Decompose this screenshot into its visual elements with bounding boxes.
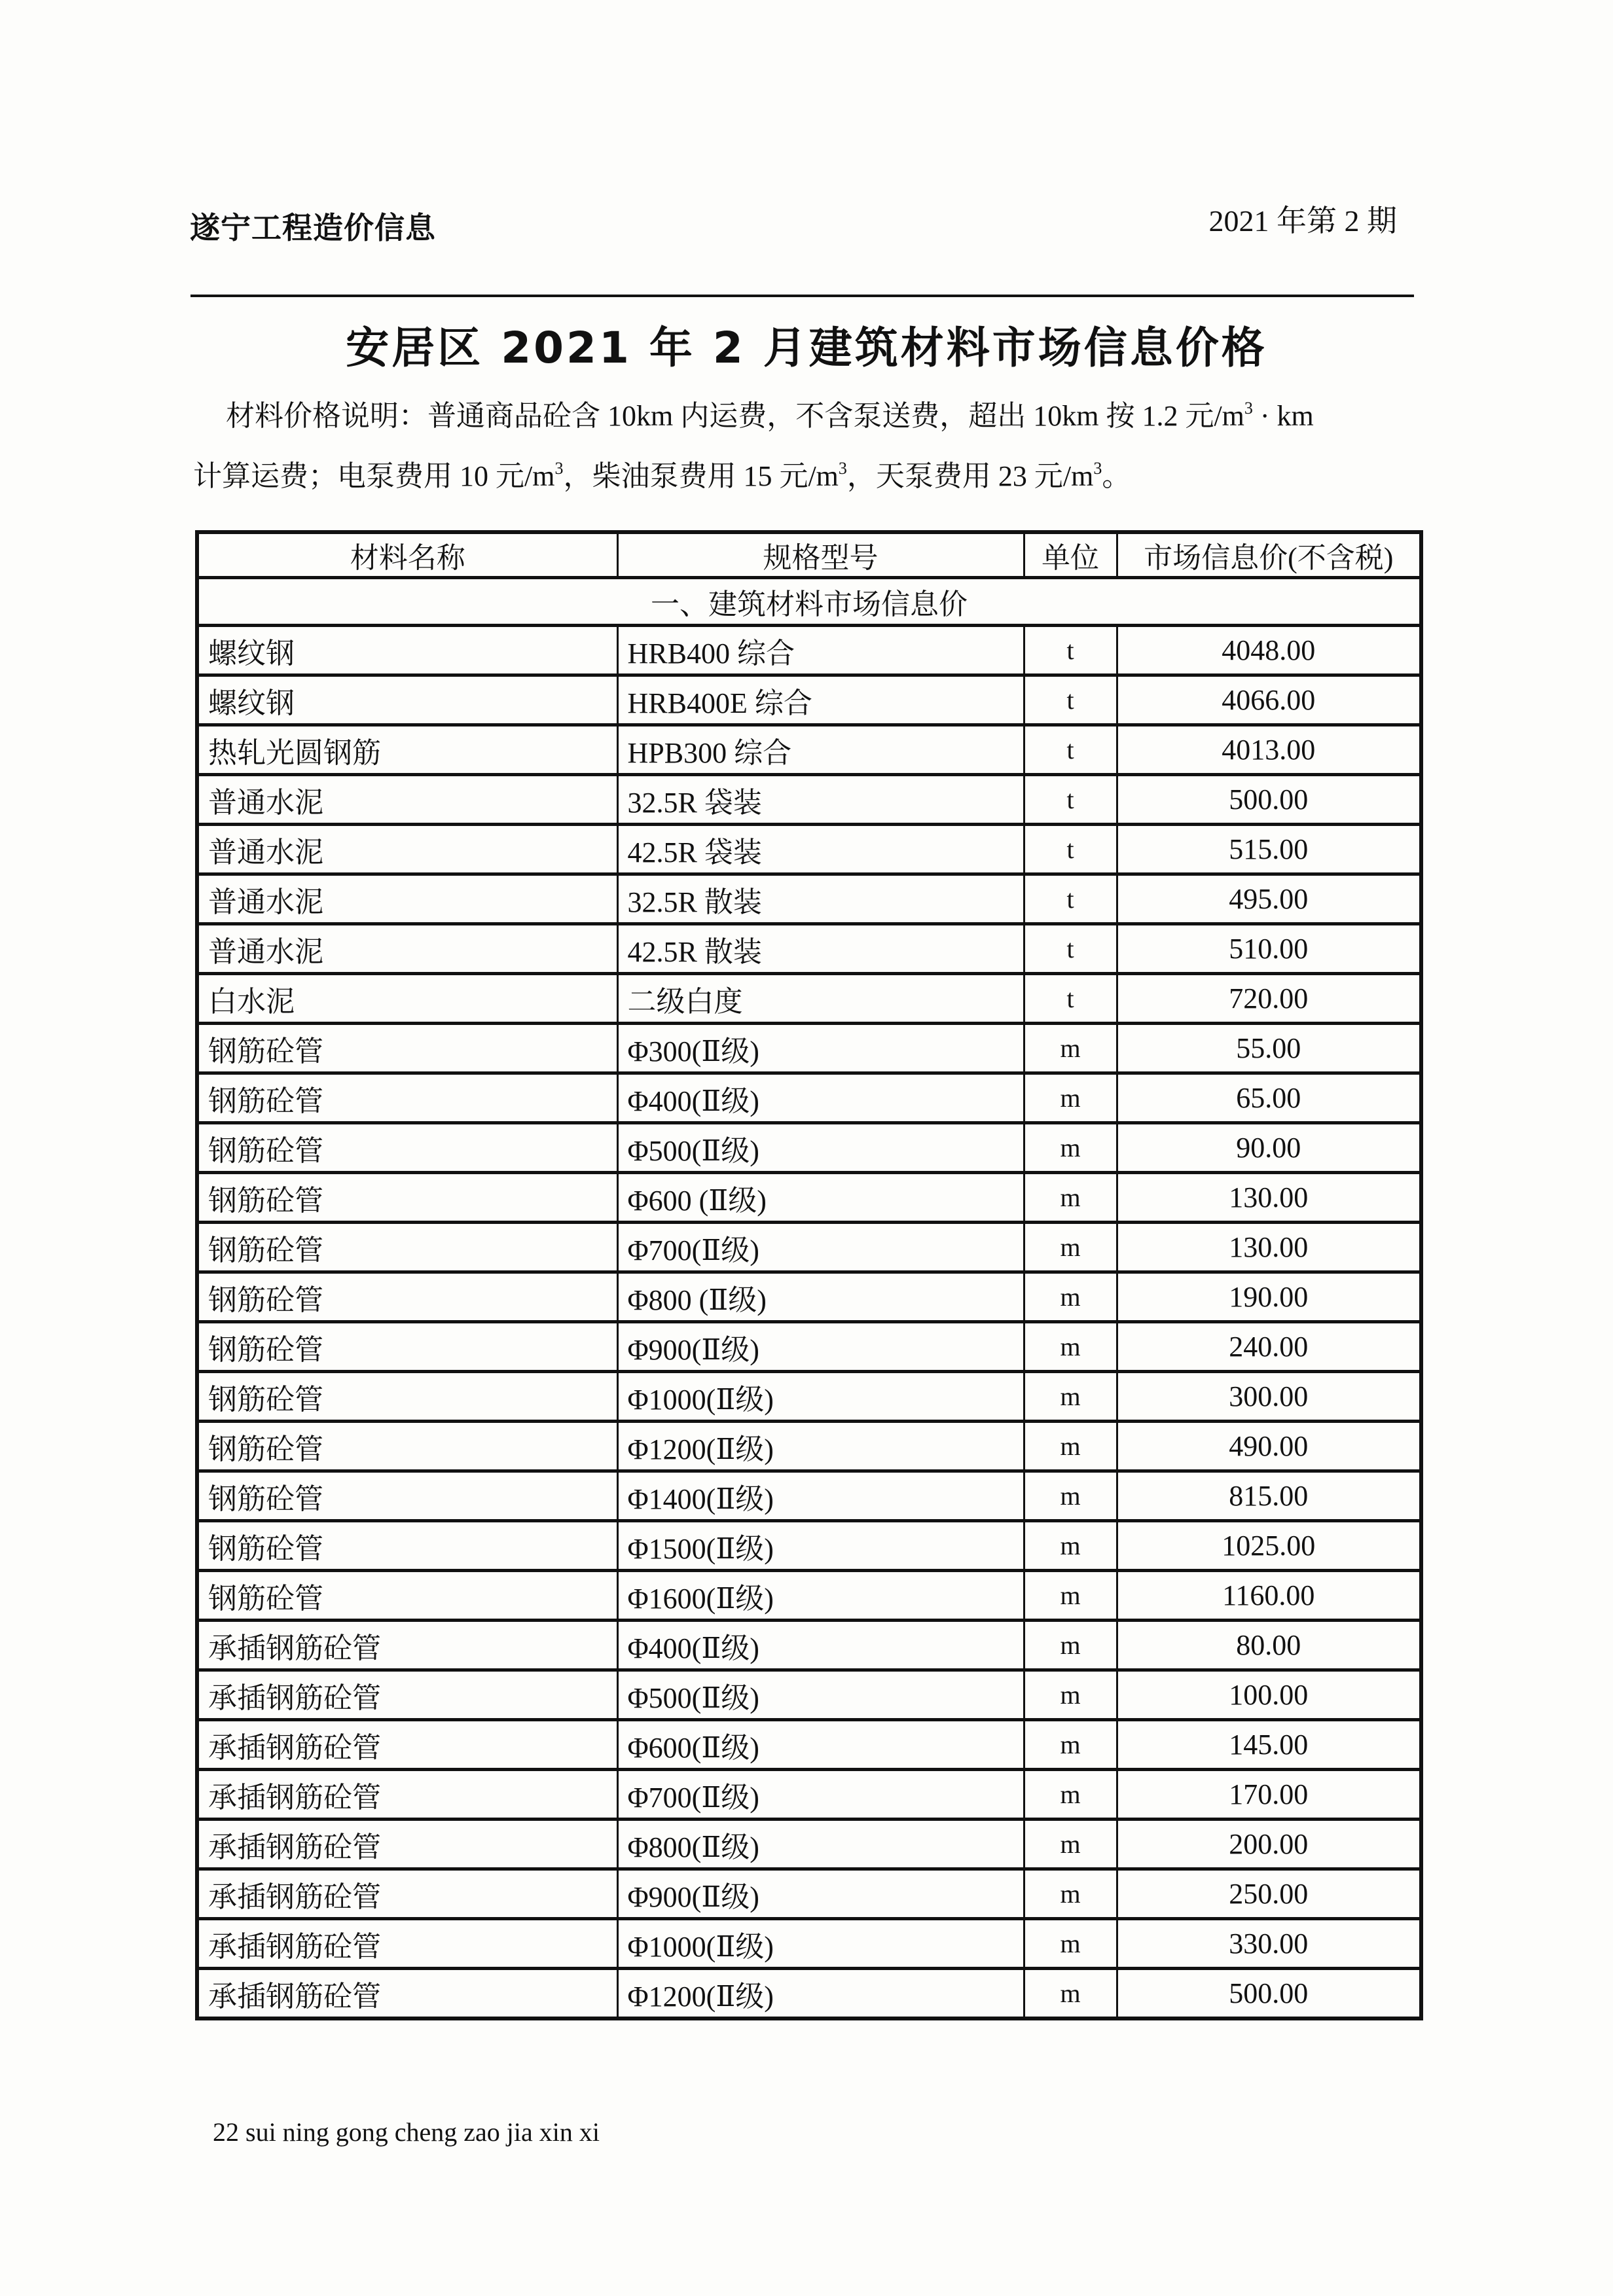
cell-price: 240.00 xyxy=(1117,1322,1421,1372)
section-title: 一、建筑材料市场信息价 xyxy=(197,578,1421,626)
table-row xyxy=(197,924,1421,974)
table-row xyxy=(197,1422,1421,1471)
cell-material-name: 普通水泥 xyxy=(197,874,617,924)
table-row xyxy=(197,1820,1421,1869)
cell-unit: m xyxy=(1024,1173,1117,1223)
cell-price: 300.00 xyxy=(1117,1372,1421,1422)
cell-material-name: 普通水泥 xyxy=(197,924,617,974)
cell-material-name: 钢筋砼管 xyxy=(197,1571,617,1621)
cell-price: 170.00 xyxy=(1117,1770,1421,1820)
cell-material-name: 承插钢筋砼管 xyxy=(197,1670,617,1720)
cell-spec: Φ1500(Ⅱ级) xyxy=(617,1521,1024,1571)
cell-material-name: 钢筋砼管 xyxy=(197,1123,617,1173)
price-note-line-2 xyxy=(193,458,1424,495)
table-row xyxy=(197,725,1421,775)
cell-spec: Φ700(Ⅱ级) xyxy=(617,1223,1024,1272)
cell-spec: 二级白度 xyxy=(617,974,1024,1024)
cell-spec: Φ1000(Ⅱ级) xyxy=(617,1919,1024,1969)
cell-spec: Φ1000(Ⅱ级) xyxy=(617,1372,1024,1422)
cell-price: 55.00 xyxy=(1117,1024,1421,1073)
table-row xyxy=(197,1073,1421,1123)
cell-price: 130.00 xyxy=(1117,1173,1421,1223)
table-row xyxy=(197,775,1421,825)
cell-spec: 42.5R 袋装 xyxy=(617,825,1024,874)
cell-unit: m xyxy=(1024,1073,1117,1123)
cell-unit: m xyxy=(1024,1024,1117,1073)
cell-spec: Φ400(Ⅱ级) xyxy=(617,1073,1024,1123)
cell-spec: Φ600(Ⅱ级) xyxy=(617,1720,1024,1770)
cell-price: 815.00 xyxy=(1117,1471,1421,1521)
cell-spec: Φ400(Ⅱ级) xyxy=(617,1621,1024,1670)
cell-material-name: 普通水泥 xyxy=(197,825,617,874)
cell-price: 4013.00 xyxy=(1117,725,1421,775)
cell-spec: Φ900(Ⅱ级) xyxy=(617,1869,1024,1919)
running-header-publication: 遂宁工程造价信息 xyxy=(190,210,436,245)
cell-unit: m xyxy=(1024,1869,1117,1919)
cell-material-name: 钢筋砼管 xyxy=(197,1422,617,1471)
cell-unit: m xyxy=(1024,1720,1117,1770)
cell-price: 65.00 xyxy=(1117,1073,1421,1123)
cell-unit: m xyxy=(1024,1969,1117,2019)
page-title: 安居区 2021 年 2 月建筑材料市场信息价格 xyxy=(346,323,1267,373)
cell-material-name: 承插钢筋砼管 xyxy=(197,1621,617,1670)
price-note-text: 材料价格说明：普通商品砼含 10km 内运费，不含泵送费，超出 10km 按 1.2 元/m xyxy=(226,400,1244,432)
cell-price: 100.00 xyxy=(1117,1670,1421,1720)
cell-material-name: 承插钢筋砼管 xyxy=(197,1820,617,1869)
price-note-text: ，柴油泵费用 15 元/m xyxy=(563,460,839,492)
header-material-name: 材料名称 xyxy=(197,532,617,578)
table-row xyxy=(197,1571,1421,1621)
cell-price: 80.00 xyxy=(1117,1621,1421,1670)
cell-spec: Φ900(Ⅱ级) xyxy=(617,1322,1024,1372)
cell-material-name: 钢筋砼管 xyxy=(197,1173,617,1223)
cell-price: 1025.00 xyxy=(1117,1521,1421,1571)
cell-material-name: 钢筋砼管 xyxy=(197,1372,617,1422)
header-spec: 规格型号 xyxy=(617,532,1024,578)
cell-unit: t xyxy=(1024,874,1117,924)
price-note-text: ，天泵费用 23 元/m xyxy=(846,460,1094,492)
cell-spec: 42.5R 散装 xyxy=(617,924,1024,974)
cell-material-name: 钢筋砼管 xyxy=(197,1024,617,1073)
cell-unit: m xyxy=(1024,1422,1117,1471)
price-table xyxy=(195,530,1423,2020)
cell-material-name: 螺纹钢 xyxy=(197,675,617,725)
cell-material-name: 钢筋砼管 xyxy=(197,1521,617,1571)
cell-price: 4048.00 xyxy=(1117,626,1421,675)
cell-unit: m xyxy=(1024,1372,1117,1422)
price-note-text: · km xyxy=(1252,400,1314,432)
cell-price: 130.00 xyxy=(1117,1223,1421,1272)
superscript: 3 xyxy=(1093,459,1102,478)
table-row xyxy=(197,1521,1421,1571)
table-row xyxy=(197,1123,1421,1173)
cell-material-name: 承插钢筋砼管 xyxy=(197,1869,617,1919)
cell-material-name: 承插钢筋砼管 xyxy=(197,1720,617,1770)
table-row xyxy=(197,1869,1421,1919)
cell-spec: HRB400E 综合 xyxy=(617,675,1024,725)
cell-price: 90.00 xyxy=(1117,1123,1421,1173)
cell-spec: Φ300(Ⅱ级) xyxy=(617,1024,1024,1073)
cell-unit: m xyxy=(1024,1322,1117,1372)
table-row xyxy=(197,1272,1421,1322)
table-row xyxy=(197,1969,1421,2019)
cell-spec: Φ500(Ⅱ级) xyxy=(617,1670,1024,1720)
table-row xyxy=(197,675,1421,725)
cell-price: 500.00 xyxy=(1117,1969,1421,2019)
cell-spec: HRB400 综合 xyxy=(617,626,1024,675)
cell-unit: t xyxy=(1024,825,1117,874)
cell-unit: m xyxy=(1024,1471,1117,1521)
cell-price: 500.00 xyxy=(1117,775,1421,825)
running-header-issue: 2021 年第 2 期 xyxy=(1208,204,1397,238)
cell-material-name: 热轧光圆钢筋 xyxy=(197,725,617,775)
cell-price: 515.00 xyxy=(1117,825,1421,874)
cell-spec: Φ1600(Ⅱ级) xyxy=(617,1571,1024,1621)
table-row xyxy=(197,1621,1421,1670)
cell-price: 330.00 xyxy=(1117,1919,1421,1969)
cell-material-name: 钢筋砼管 xyxy=(197,1073,617,1123)
cell-price: 250.00 xyxy=(1117,1869,1421,1919)
cell-spec: HPB300 综合 xyxy=(617,725,1024,775)
table-row xyxy=(197,1471,1421,1521)
cell-price: 1160.00 xyxy=(1117,1571,1421,1621)
header-rule xyxy=(190,295,1414,297)
cell-unit: m xyxy=(1024,1919,1117,1969)
cell-unit: m xyxy=(1024,1272,1117,1322)
table-row xyxy=(197,1372,1421,1422)
cell-material-name: 钢筋砼管 xyxy=(197,1471,617,1521)
price-note-text: 计算运费；电泵费用 10 元/m xyxy=(193,460,555,492)
cell-material-name: 白水泥 xyxy=(197,974,617,1024)
table-row xyxy=(197,1223,1421,1272)
cell-material-name: 承插钢筋砼管 xyxy=(197,1919,617,1969)
cell-unit: t xyxy=(1024,626,1117,675)
cell-unit: m xyxy=(1024,1770,1117,1820)
cell-price: 495.00 xyxy=(1117,874,1421,924)
section-row xyxy=(197,578,1421,626)
cell-price: 490.00 xyxy=(1117,1422,1421,1471)
cell-unit: m xyxy=(1024,1521,1117,1571)
cell-spec: Φ800 (Ⅱ级) xyxy=(617,1272,1024,1322)
cell-unit: m xyxy=(1024,1223,1117,1272)
cell-price: 4066.00 xyxy=(1117,675,1421,725)
cell-unit: t xyxy=(1024,775,1117,825)
cell-unit: m xyxy=(1024,1621,1117,1670)
header-unit: 单位 xyxy=(1024,532,1117,578)
price-note-line-1 xyxy=(193,398,1457,435)
cell-spec: Φ700(Ⅱ级) xyxy=(617,1770,1024,1820)
cell-unit: t xyxy=(1024,974,1117,1024)
superscript: 3 xyxy=(554,459,564,478)
table-row xyxy=(197,825,1421,874)
cell-unit: m xyxy=(1024,1571,1117,1621)
cell-price: 510.00 xyxy=(1117,924,1421,974)
cell-price: 200.00 xyxy=(1117,1820,1421,1869)
table-row xyxy=(197,974,1421,1024)
cell-spec: Φ1200(Ⅱ级) xyxy=(617,1422,1024,1471)
cell-material-name: 螺纹钢 xyxy=(197,626,617,675)
table-row xyxy=(197,1720,1421,1770)
table-row xyxy=(197,1919,1421,1969)
cell-material-name: 钢筋砼管 xyxy=(197,1223,617,1272)
cell-spec: Φ800(Ⅱ级) xyxy=(617,1820,1024,1869)
cell-spec: 32.5R 袋装 xyxy=(617,775,1024,825)
cell-price: 190.00 xyxy=(1117,1272,1421,1322)
cell-unit: m xyxy=(1024,1820,1117,1869)
cell-spec: Φ500(Ⅱ级) xyxy=(617,1123,1024,1173)
table-row xyxy=(197,1322,1421,1372)
cell-price: 720.00 xyxy=(1117,974,1421,1024)
cell-spec: Φ1200(Ⅱ级) xyxy=(617,1969,1024,2019)
price-note-text: 。 xyxy=(1102,460,1131,492)
cell-unit: t xyxy=(1024,675,1117,725)
table-row xyxy=(197,1173,1421,1223)
table-row xyxy=(197,874,1421,924)
cell-spec: Φ1400(Ⅱ级) xyxy=(617,1471,1024,1521)
cell-unit: t xyxy=(1024,924,1117,974)
header-price: 市场信息价(不含税) xyxy=(1117,532,1421,578)
cell-unit: t xyxy=(1024,725,1117,775)
cell-unit: m xyxy=(1024,1670,1117,1720)
superscript: 3 xyxy=(838,459,847,478)
cell-material-name: 承插钢筋砼管 xyxy=(197,1969,617,2019)
cell-material-name: 承插钢筋砼管 xyxy=(197,1770,617,1820)
page-footer: 22 sui ning gong cheng zao jia xin xi xyxy=(213,2117,600,2147)
cell-spec: Φ600 (Ⅱ级) xyxy=(617,1173,1024,1223)
cell-unit: m xyxy=(1024,1123,1117,1173)
cell-material-name: 钢筋砼管 xyxy=(197,1272,617,1322)
table-row xyxy=(197,1770,1421,1820)
table-row xyxy=(197,1670,1421,1720)
table-row xyxy=(197,626,1421,675)
table-header-row xyxy=(197,532,1421,578)
table-row xyxy=(197,1024,1421,1073)
cell-material-name: 普通水泥 xyxy=(197,775,617,825)
cell-spec: 32.5R 散装 xyxy=(617,874,1024,924)
cell-material-name: 钢筋砼管 xyxy=(197,1322,617,1372)
superscript: 3 xyxy=(1244,399,1253,418)
cell-price: 145.00 xyxy=(1117,1720,1421,1770)
